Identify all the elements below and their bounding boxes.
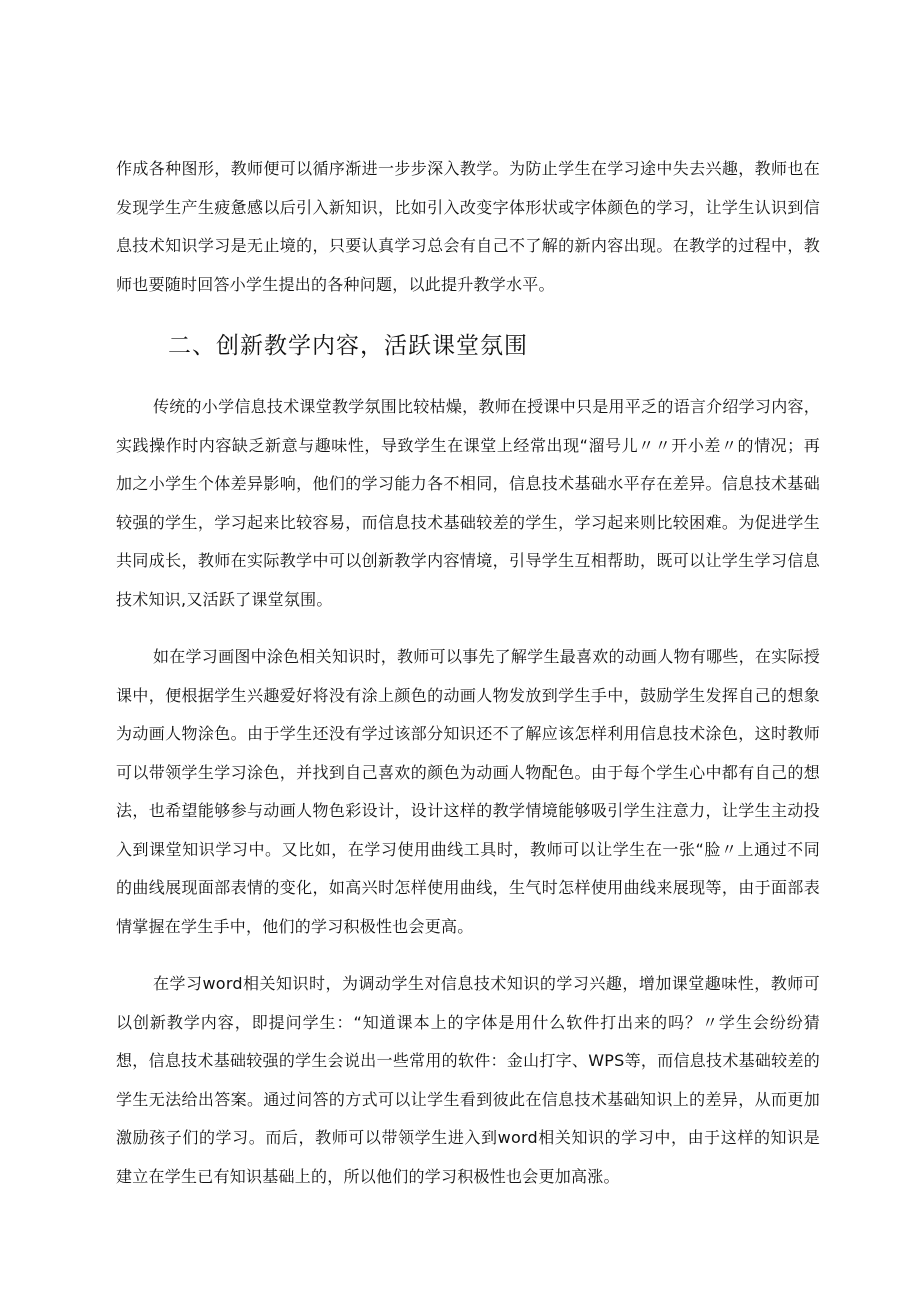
paragraph-gap <box>116 946 820 965</box>
section-heading: 二、创新教学内容，活跃课堂氛围 <box>168 333 528 359</box>
document-body <box>116 150 820 1196</box>
paragraph-classroom-atmosphere: 传统的小学信息技术课堂教学氛围比较枯燥，教师在授课中只是用平乏的语言介绍学习内容，实践操作时内容缺乏新意与趣味性，导致学生在课堂上经常出现“溜号儿〃〃开小差〃的情况；再加之小学生个体差异影响，他们的学习能力各不相同，信息技术基础水平存在差异。信息技术基础较强的学生，学习起来比较容易，而信息技术基础较差的学生，学习起来则比较困难。为促进学生共同成长，教师在实际教学中可以创新教学内容情境，引导学生互相帮助，既可以让学生学习信息技术知识,又活跃了课堂氛围。 <box>116 397 820 609</box>
paragraph-word-example: 在学习word相关知识时，为调动学生对信息技术知识的学习兴趣，增加课堂趣味性，教师可以创新教学内容，即提问学生：“知道课本上的字体是用什么软件打出来的吗？〃学生会纷纷猜想，信息技术基础较强的学生会说出一些常用的软件：金山打字、WPS等，而信息技术基础较差的学生无法给出答案。通过问答的方式可以让学生看到彼此在信息技术基础知识上的差异，从而更加激励孩子们的学习。而后，教师可以带领学生进入到word相关知识的学习中，由于这样的知识是建立在学生已有知识基础上的，所以他们的学习积极性也会更加高涨。 <box>116 974 820 1186</box>
paragraph-coloring-example: 如在学习画图中涂色相关知识时，教师可以事先了解学生最喜欢的动画人物有哪些，在实际授课中，便根据学生兴趣爱好将没有涂上颜色的动画人物发放到学生手中，鼓励学生发挥自己的想象为动画人物涂色。由于学生还没有学过该部分知识还不了解应该怎样利用信息技术涂色，这时教师可以带领学生学习涂色，并找到自己喜欢的颜色为动画人物配色。由于每个学生心中都有自己的想法，也希望能够参与动画人物色彩设计，设计这样的教学情境能够吸引学生注意力，让学生主动投入到课堂知识学习中。又比如，在学习使用曲线工具时，教师可以让学生在一张“脸〃上通过不同的曲线展现面部表情的变化，如高兴时怎样使用曲线，生气时怎样使用曲线来展现等，由于面部表情掌握在学生手中，他们的学习积极性也会更高。 <box>116 647 820 936</box>
paragraph-gap <box>116 619 820 638</box>
paragraph-continued: 作成各种图形，教师便可以循序渐进一步步深入教学。为防止学生在学习途中失去兴趣，教师也在发现学生产生疲惫感以后引入新知识，比如引入改变字体形状或字体颜色的学习，让学生认识到信息技术知识学习是无止境的，只要认真学习总会有自己不了解的新内容出现。在教学的过程中，教师也要随时回答小学生提出的各种问题，以此提升教学水平。 <box>116 159 820 294</box>
